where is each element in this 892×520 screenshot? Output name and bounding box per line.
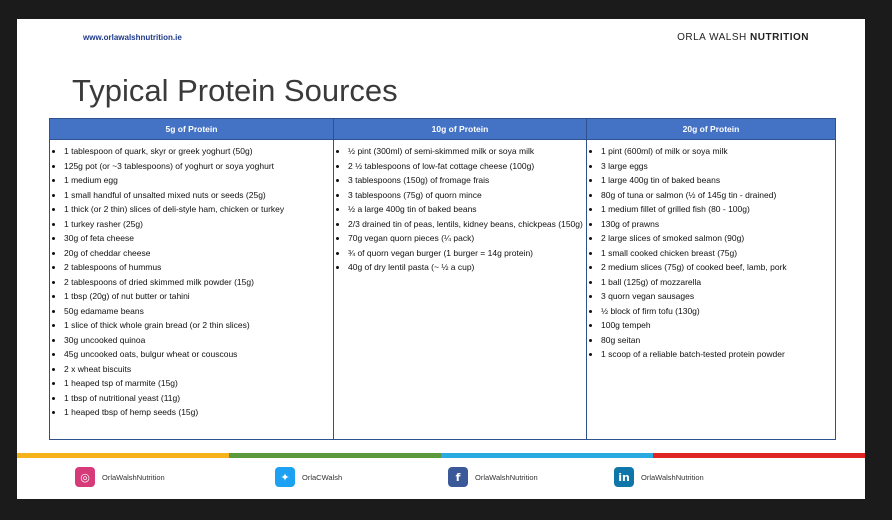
list-item: • ½ pint (300ml) of semi-skimmed milk or soya milk — [348, 145, 583, 157]
list-item: • 1 thick (or 2 thin) slices of deli-style ham, chicken or turkey — [64, 203, 330, 215]
list-5g — [53, 145, 330, 418]
list-item: • 2 large slices of smoked salmon (90g) — [601, 232, 832, 244]
column-heading-20g: 20g of Protein — [587, 119, 836, 140]
list-item: • 1 turkey rasher (25g) — [64, 218, 330, 230]
social-facebook[interactable] — [448, 465, 538, 489]
column-5g — [50, 140, 334, 440]
list-item: • 130g of prawns — [601, 218, 832, 230]
footer-color-bar — [17, 453, 865, 458]
list-item: • 1 heaped tbsp of hemp seeds (15g) — [64, 406, 330, 418]
list-item: • 20g of cheddar cheese — [64, 247, 330, 259]
social-twitter[interactable] — [275, 465, 342, 489]
list-item: • 1 ball (125g) of mozzarella — [601, 276, 832, 288]
color-bar-segment — [441, 453, 653, 458]
list-item: • ½ a large 400g tin of baked beans — [348, 203, 583, 215]
list-item: • 100g tempeh — [601, 319, 832, 331]
list-item: • 1 tbsp (20g) of nut butter or tahini — [64, 290, 330, 302]
social-linkedin[interactable] — [614, 465, 704, 489]
table-row — [50, 140, 836, 440]
list-item: • 1 slice of thick whole grain bread (or 2 thin slices) — [64, 319, 330, 331]
table-header-row — [50, 119, 836, 140]
column-10g — [334, 140, 587, 440]
list-item: • 1 small cooked chicken breast (75g) — [601, 247, 832, 259]
list-10g — [337, 145, 583, 273]
list-item: • 2/3 drained tin of peas, lentils, kidney beans, chickpeas (150g) — [348, 218, 583, 230]
brand-bold: NUTRITION — [750, 32, 809, 43]
linkedin-icon[interactable]: in — [614, 467, 634, 487]
social-footer — [17, 465, 865, 491]
list-item: • 1 medium egg — [64, 174, 330, 186]
social-label[interactable]: OrlaWalshNutrition — [475, 472, 538, 482]
list-item: • 50g edamame beans — [64, 305, 330, 317]
list-item: • 2 x wheat biscuits — [64, 363, 330, 375]
list-item: • 1 large 400g tin of baked beans — [601, 174, 832, 186]
list-item: • 45g uncooked oats, bulgur wheat or couscous — [64, 348, 330, 360]
list-item: • 1 tbsp of nutritional yeast (11g) — [64, 392, 330, 404]
column-20g — [587, 140, 836, 440]
list-item: • 30g of feta cheese — [64, 232, 330, 244]
list-item: • 80g of tuna or salmon (½ of 145g tin - drained) — [601, 189, 832, 201]
social-instagram[interactable] — [75, 465, 165, 489]
list-item: • 1 small handful of unsalted mixed nuts or seeds (25g) — [64, 189, 330, 201]
social-label[interactable]: OrlaWalshNutrition — [641, 472, 704, 482]
slide — [17, 19, 865, 499]
color-bar-segment — [653, 453, 865, 458]
list-item: • 40g of dry lentil pasta (~ ½ a cup) — [348, 261, 583, 273]
list-item: • 1 scoop of a reliable batch-tested protein powder — [601, 348, 832, 360]
list-item: • 1 tablespoon of quark, skyr or greek yoghurt (50g) — [64, 145, 330, 157]
list-20g — [590, 145, 832, 360]
website-url[interactable]: www.orlawalshnutrition.ie — [83, 33, 182, 42]
list-item: • 1 medium fillet of grilled fish (80 - 100g) — [601, 203, 832, 215]
brand-logo — [677, 32, 809, 43]
brand-light: ORLA WALSH — [677, 32, 751, 43]
social-label[interactable]: OrlaWalshNutrition — [102, 472, 165, 482]
twitter-icon[interactable]: ✦ — [275, 467, 295, 487]
page-title: Typical Protein Sources — [72, 73, 398, 108]
list-item: • 1 heaped tsp of marmite (15g) — [64, 377, 330, 389]
protein-table — [49, 118, 836, 440]
list-item: • 2 medium slices (75g) of cooked beef, lamb, pork — [601, 261, 832, 273]
list-item: • 30g uncooked quinoa — [64, 334, 330, 346]
color-bar-segment — [229, 453, 441, 458]
column-heading-5g: 5g of Protein — [50, 119, 334, 140]
list-item: • ¾ of quorn vegan burger (1 burger = 14g protein) — [348, 247, 583, 259]
list-item: • 3 quorn vegan sausages — [601, 290, 832, 302]
list-item: • 1 pint (600ml) of milk or soya milk — [601, 145, 832, 157]
list-item: • 2 tablespoons of hummus — [64, 261, 330, 273]
instagram-icon[interactable]: ◎ — [75, 467, 95, 487]
list-item: • 3 tablespoons (150g) of fromage frais — [348, 174, 583, 186]
list-item: • 80g seitan — [601, 334, 832, 346]
list-item: • 125g pot (or ~3 tablespoons) of yoghurt or soya yoghurt — [64, 160, 330, 172]
facebook-icon[interactable]: f — [448, 467, 468, 487]
list-item: • 70g vegan quorn pieces (¼ pack) — [348, 232, 583, 244]
color-bar-segment — [17, 453, 229, 458]
list-item: • 3 large eggs — [601, 160, 832, 172]
list-item: • ½ block of firm tofu (130g) — [601, 305, 832, 317]
social-label[interactable]: OrlaCWalsh — [302, 472, 343, 482]
column-heading-10g: 10g of Protein — [334, 119, 587, 140]
list-item: • 2 tablespoons of dried skimmed milk powder (15g) — [64, 276, 330, 288]
list-item: • 2 ½ tablespoons of low-fat cottage cheese (100g) — [348, 160, 583, 172]
list-item: • 3 tablespoons (75g) of quorn mince — [348, 189, 583, 201]
